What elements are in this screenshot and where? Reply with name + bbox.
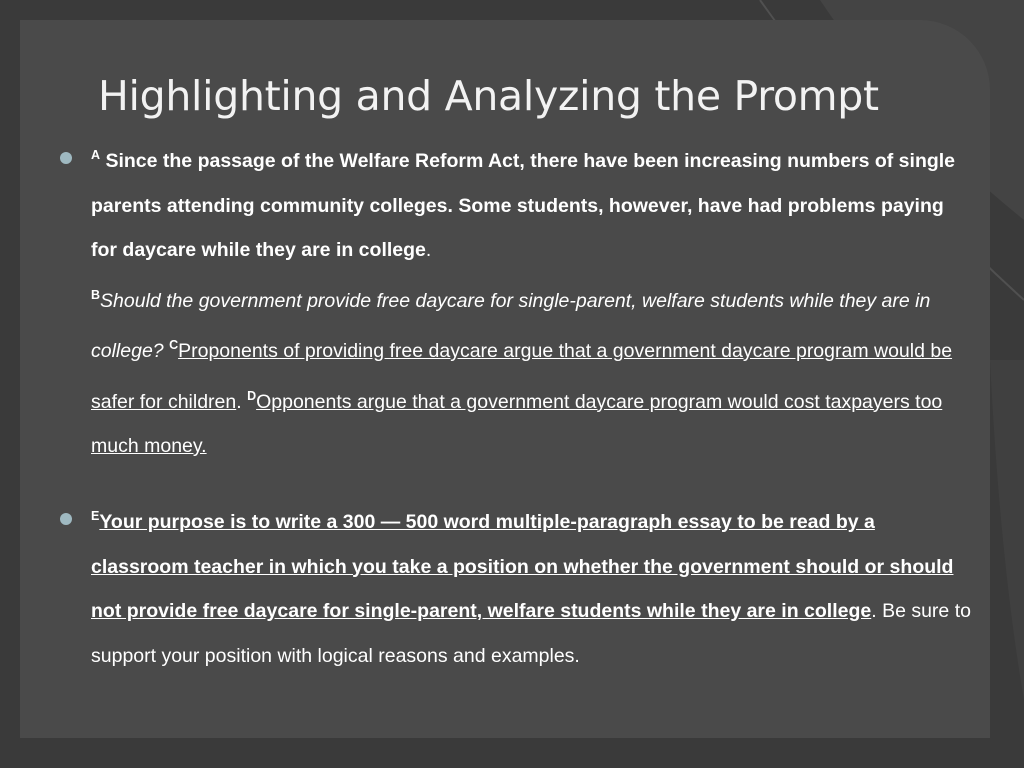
marker-e: E [91,509,100,523]
purpose-paragraph [91,494,971,678]
marker-c: C [169,338,179,352]
purpose-end: . Be sure to support your position with logical reasons and examples. [91,600,971,667]
purpose-text: Your purpose is to write a 300 — 500 word multiple-paragraph essay to be read by a classroom teacher in which you take a position on whether the government should or should not provide free daycare for single-parent, welfare students while they are in college [91,511,954,622]
marker-a: A [91,148,101,162]
slide-title: Highlighting and Analyzing the Prompt [98,72,879,120]
marker-d: D [247,388,257,403]
marker-b: B [91,287,101,302]
context-text: Since the passage of the Welfare Reform Act, there have been increasing numbers of single parents attending community colleges. Some students, however, have had problems paying for daycare while they are in college [91,150,956,261]
bullet-icon [60,513,72,525]
opponents-text: Opponents argue that a government daycare program would cost taxpayers too much money. [91,390,943,457]
proponents-text: Proponents of providing free daycare argue that a government daycare program would be safer for children [91,340,953,413]
proponents-end: . [236,390,242,413]
context-end: . [425,239,432,261]
question-text: Should the government provide free daycare for single-parent, welfare students while they are in college? [91,289,931,362]
prompt-paragraph [91,133,971,469]
bullet-icon [60,152,72,164]
